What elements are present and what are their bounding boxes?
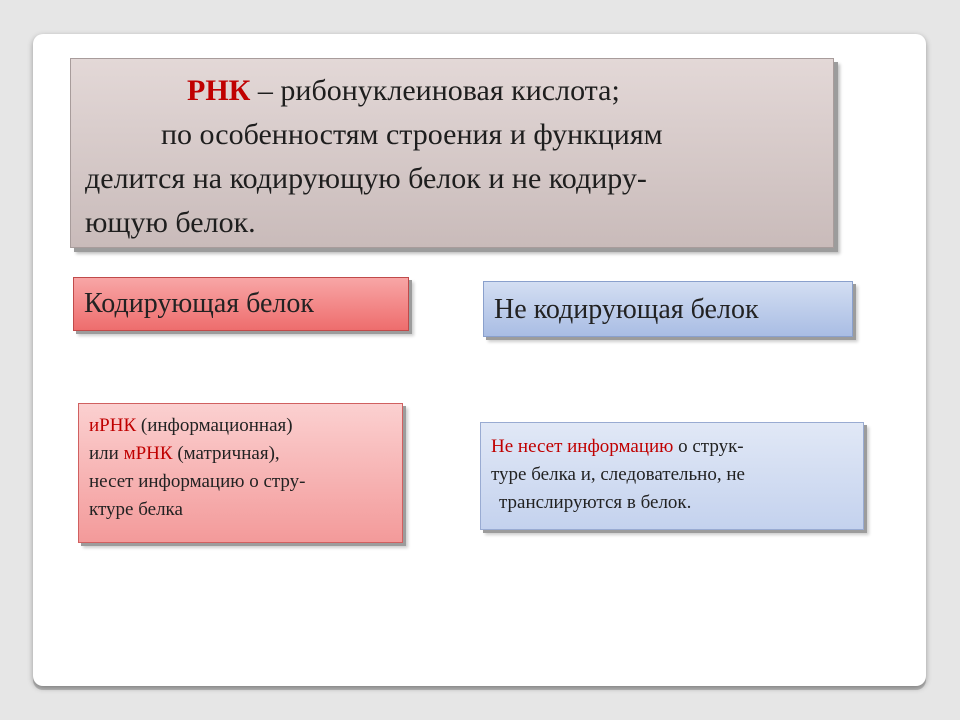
coding-line-3: несет информацию о стру- xyxy=(89,471,306,492)
noncoding-detail-box xyxy=(480,422,864,530)
irnk-term: иРНК xyxy=(89,415,137,436)
noncoding-heading: Не кодирующая белок xyxy=(494,294,759,325)
title-line-4: ющую белок. xyxy=(85,206,256,239)
coding-heading: Кодирующая белок xyxy=(84,288,315,319)
noncoding-highlight: Не несет информацию xyxy=(491,436,674,457)
coding-heading-box xyxy=(73,277,409,331)
noncoding-heading-box xyxy=(483,281,853,337)
title-box xyxy=(70,58,834,248)
noncoding-line-2: туре белка и, следовательно, не xyxy=(491,464,745,485)
or-word: или xyxy=(89,443,124,464)
irnk-rest: (информационная) xyxy=(136,415,293,436)
title-line-1-rest: – рибонуклеиновая кислота; xyxy=(250,74,620,107)
noncoding-line-1-rest: о струк- xyxy=(673,436,744,457)
mrnk-rest: (матричная), xyxy=(172,443,280,464)
coding-line-2 xyxy=(89,440,392,468)
noncoding-line-1 xyxy=(491,433,853,461)
title-line-2: по особенностям строения и функциям xyxy=(161,118,663,151)
title-line-3: делится на кодирующую белок и не кодиру- xyxy=(85,162,647,195)
coding-detail-box xyxy=(78,403,403,543)
term-rnk: РНК xyxy=(187,74,251,107)
title-line-1 xyxy=(85,69,819,113)
coding-line-1 xyxy=(89,412,392,440)
noncoding-line-3: транслируются в белок. xyxy=(499,492,692,513)
mrnk-term: мРНК xyxy=(123,443,173,464)
coding-line-4: ктуре белка xyxy=(89,499,183,520)
